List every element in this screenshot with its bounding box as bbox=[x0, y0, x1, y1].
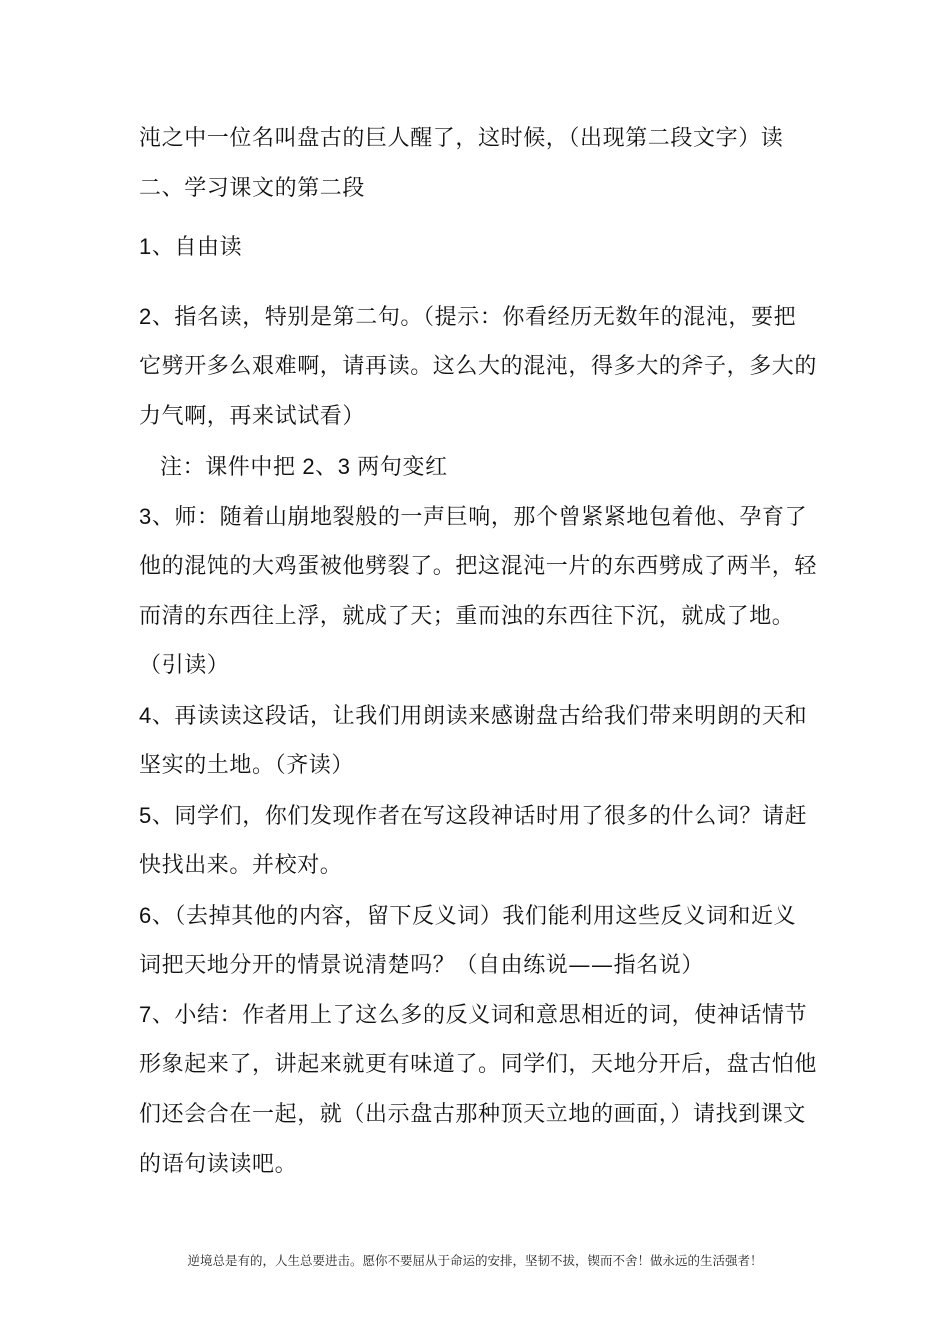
section-heading: 二、学习课文的第二段 bbox=[139, 176, 366, 201]
text-line: 7、小结：作者用上了这么多的反义词和意思相近的词，使神话情节 bbox=[139, 1002, 808, 1027]
text-line: 形象起来了，讲起来就更有味道了。同学们，天地分开后，盘古怕他 bbox=[139, 1052, 818, 1077]
text-line: 他的混饨的大鸡蛋被他劈裂了。把这混沌一片的东西劈成了两半，轻 bbox=[139, 554, 818, 579]
text-line: 们还会合在一起，就（出示盘古那种顶天立地的画面，）请找到课文 bbox=[139, 1102, 807, 1127]
text-line: （引读） bbox=[139, 653, 230, 678]
text-line: 4、再读读这段话，让我们用朗读来感谢盘古给我们带来明朗的天和 bbox=[139, 703, 808, 728]
text-line: 的语句读读吧。 bbox=[139, 1152, 298, 1177]
note-line: 注：课件中把 2、3 两句变红 bbox=[160, 454, 448, 479]
page-footer-motto: 逆境总是有的，人生总要进击。愿你不要屈从于命运的安排，坚韧不拔，锲而不舍！做永远的生活强者！ bbox=[187, 1253, 763, 1268]
text-line: 坚实的土地。（齐读） bbox=[139, 753, 355, 778]
text-line: 6、（去掉其他的内容，留下反义词）我们能利用这些反义词和近义 bbox=[139, 903, 797, 928]
text-line: 3、师：随着山崩地裂般的一声巨响，那个曾紧紧地包着他、孕育了 bbox=[139, 504, 808, 529]
text-line: 5、同学们，你们发现作者在写这段神话时用了很多的什么词？请赶 bbox=[139, 803, 808, 828]
text-line: 而清的东西往上浮，就成了天；重而浊的东西往下沉，就成了地。 bbox=[139, 604, 795, 629]
text-line: 快找出来。并校对。 bbox=[139, 853, 343, 878]
text-line: 词把天地分开的情景说清楚吗？（自由练说——指名说） bbox=[139, 953, 705, 978]
text-line: 1、自由读 bbox=[139, 234, 243, 259]
text-line: 2、指名读，特别是第二句。（提示：你看经历无数年的混沌，要把 bbox=[139, 304, 797, 329]
text-line: 它劈开多么艰难啊，请再读。这么大的混沌，得多大的斧子，多大的 bbox=[139, 354, 818, 379]
text-line: 沌之中一位名叫盘古的巨人醒了，这时候，（出现第二段文字）读 bbox=[139, 126, 784, 151]
text-line: 力气啊，再来试试看） bbox=[139, 404, 366, 429]
